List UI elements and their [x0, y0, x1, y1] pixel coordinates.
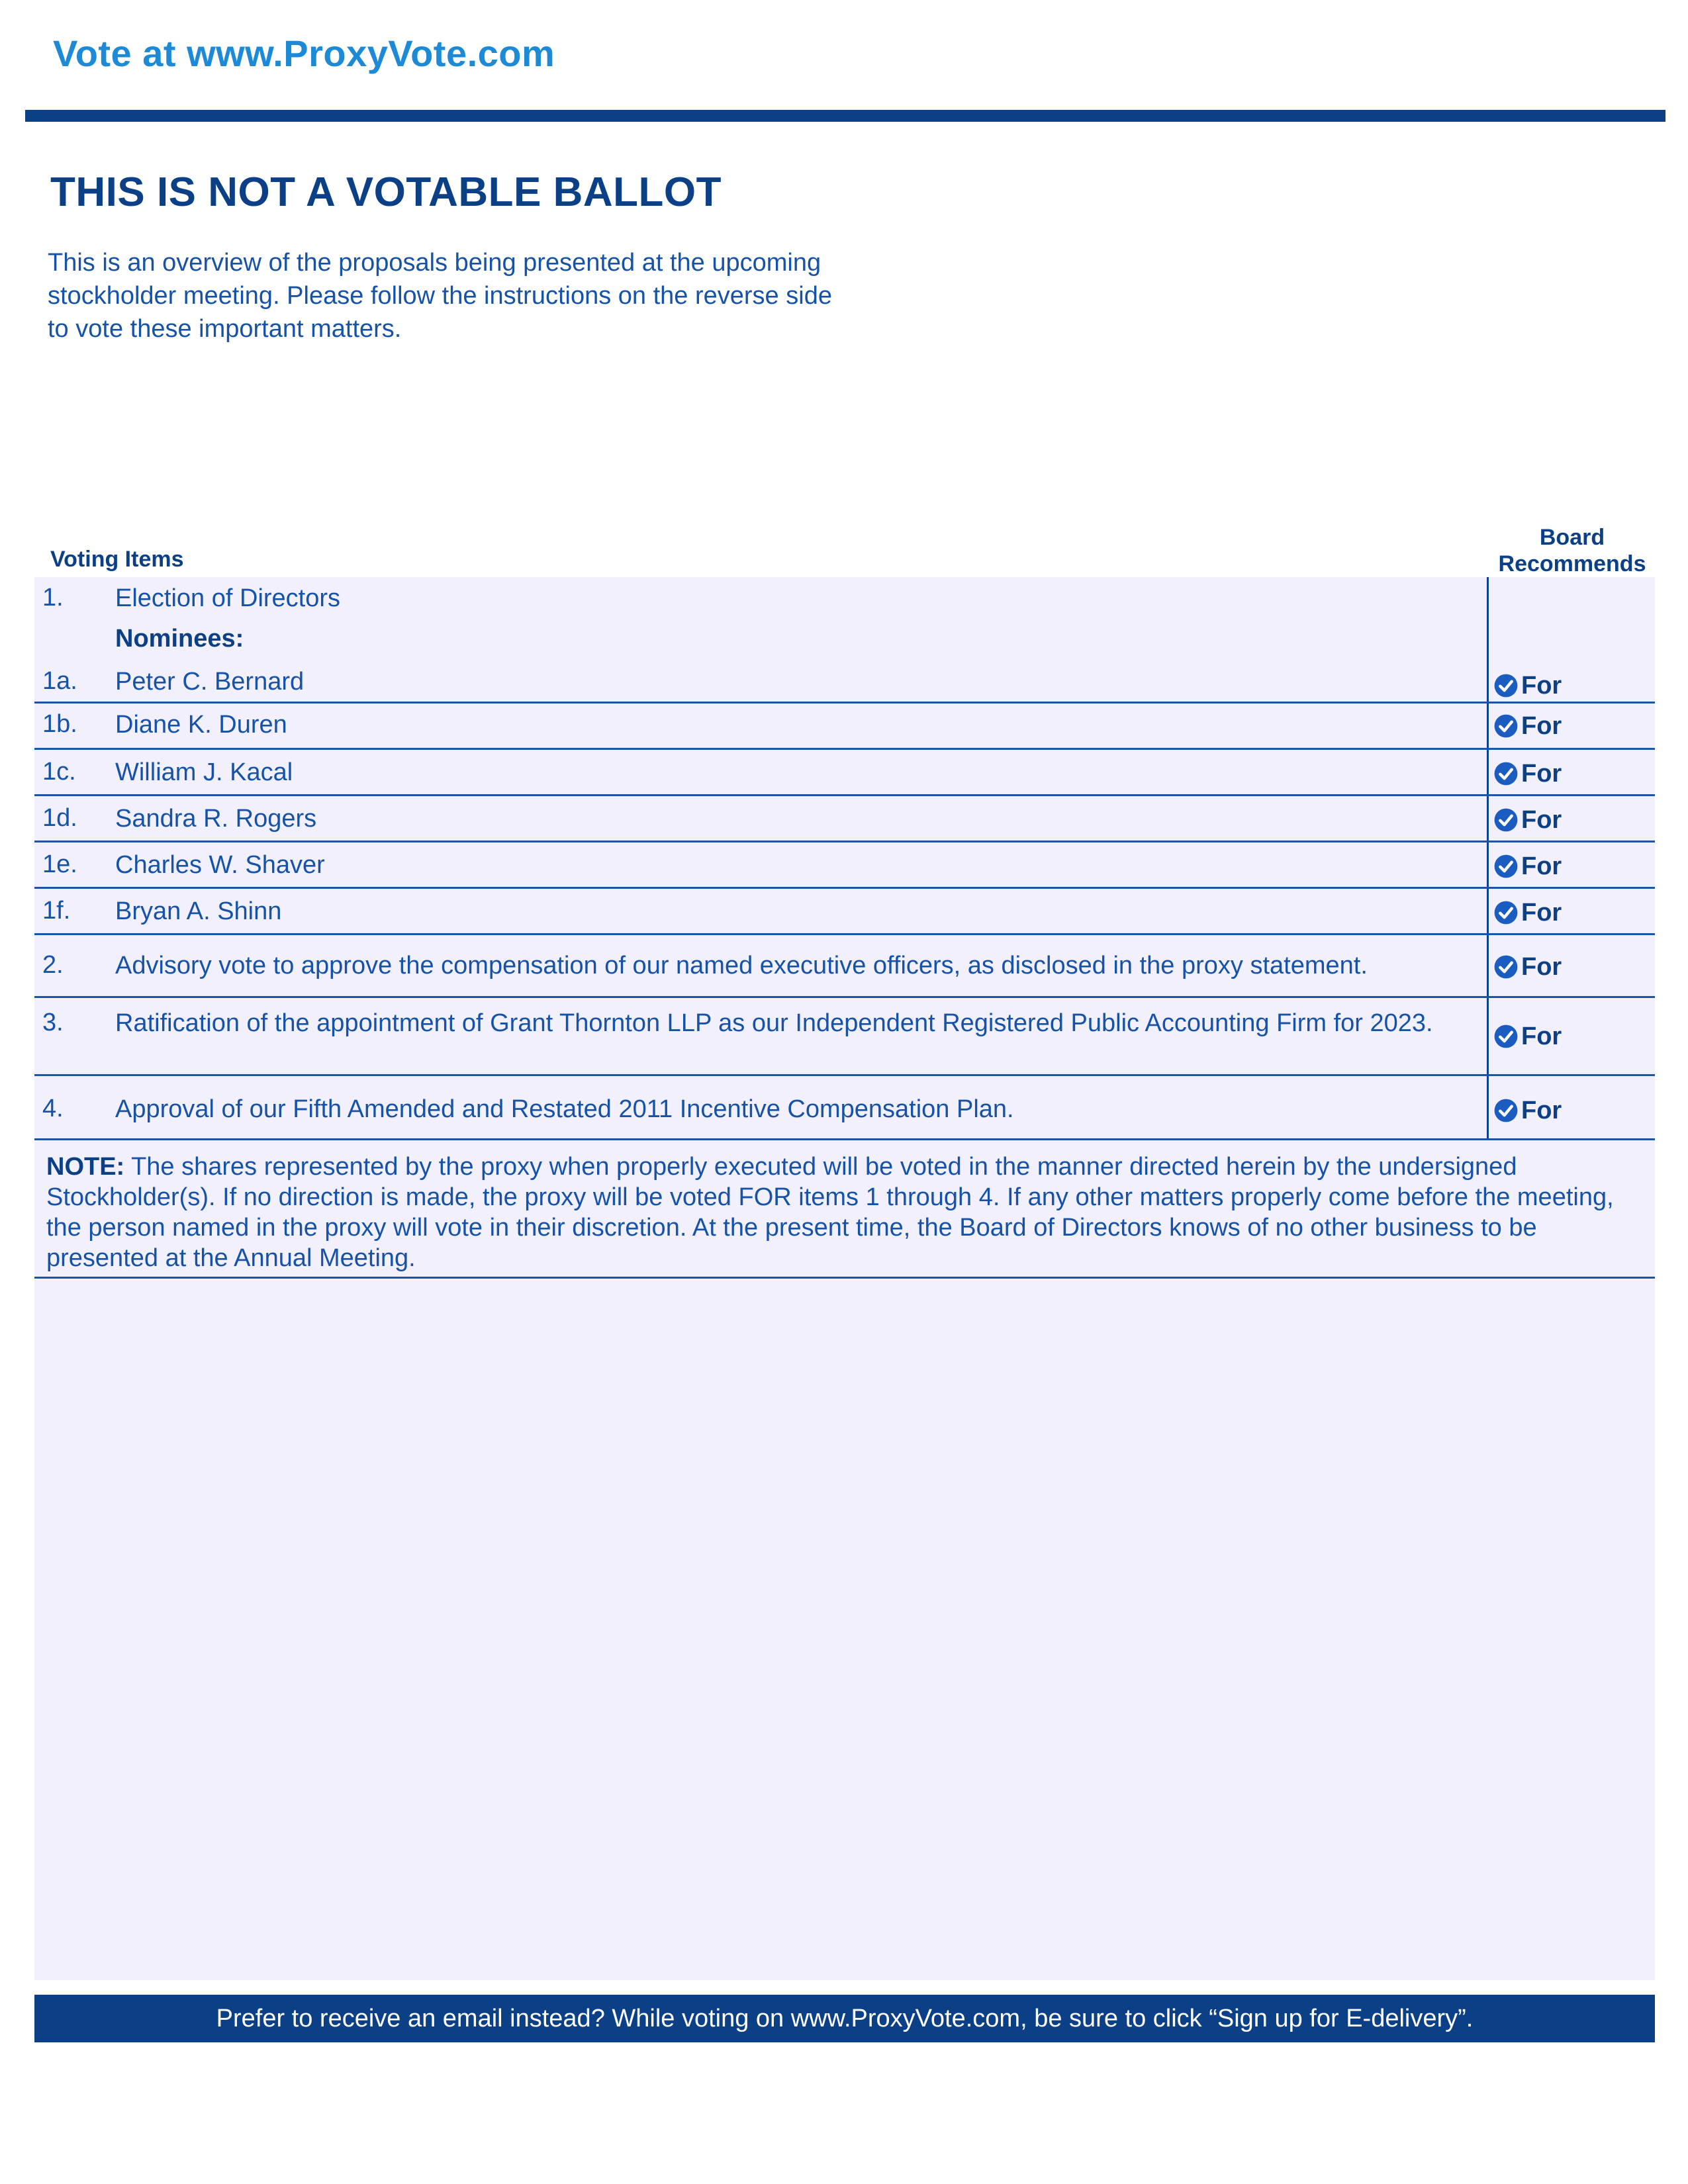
check-circle-icon: [1493, 807, 1519, 833]
recommendation-label: For: [1521, 711, 1562, 740]
board-recommendation: [1493, 1023, 1562, 1050]
recommendation-label: For: [1521, 671, 1562, 700]
board-recommends-header: [1483, 524, 1662, 577]
check-circle-icon: [1493, 713, 1519, 739]
voting-item-text: Charles W. Shaver: [115, 851, 325, 879]
voting-item-number: 3.: [42, 1009, 64, 1036]
voting-item-2: [34, 935, 1655, 998]
voting-item-1f: [34, 889, 1655, 935]
voting-items-header: Voting Items: [50, 547, 184, 572]
voting-item-text: Election of Directors: [115, 584, 341, 612]
board-recommendation: [1493, 760, 1562, 787]
nominees-label: Nominees:: [115, 625, 244, 653]
board-recommendation: [1493, 672, 1562, 699]
voting-item-number: 1b.: [42, 710, 77, 738]
recommendation-label: For: [1521, 852, 1562, 880]
recommendation-label: For: [1521, 898, 1562, 927]
board-recommends-header-line1: Board: [1539, 525, 1605, 550]
voting-item-3: [34, 998, 1655, 1076]
recommendation-label: For: [1521, 759, 1562, 788]
recommendation-label: For: [1521, 1096, 1562, 1124]
recommendation-label: For: [1521, 1022, 1562, 1050]
voting-item-number: 2.: [42, 951, 64, 979]
voting-item-number: 1d.: [42, 804, 77, 832]
board-recommendation: [1493, 899, 1562, 926]
check-circle-icon: [1493, 954, 1519, 979]
note-text: The shares represented by the proxy when properly executed will be voted in the manner directed herein by the undersigned Stockholder(s). If no direction is made, the proxy will be voted FOR items 1 through 4. If any other matters properly come before the meeting, the person named in the proxy will vote in their discretion. At the present time, the Board of Directors knows of no other business to be presented at the Annual Meeting.: [46, 1153, 1614, 1272]
check-circle-icon: [1493, 900, 1519, 925]
voting-item-text: Approval of our Fifth Amended and Restated 2011 Incentive Compensation Plan.: [115, 1095, 1014, 1123]
recommendation-label: For: [1521, 805, 1562, 834]
header-rule: [25, 110, 1665, 122]
voting-item-text: Peter C. Bernard: [115, 668, 305, 696]
voting-item-1d: [34, 796, 1655, 842]
board-recommendation: [1493, 807, 1562, 833]
ballot-title: THIS IS NOT A VOTABLE BALLOT: [50, 169, 722, 215]
voting-item-number: 1c.: [42, 758, 76, 786]
check-circle-icon: [1493, 1098, 1519, 1123]
proxy-note: [46, 1152, 1642, 1273]
note-label: NOTE:: [46, 1153, 125, 1181]
board-recommendation: [1493, 1097, 1562, 1124]
e-delivery-banner: Prefer to receive an email instead? While voting on www.ProxyVote.com, be sure to click “Sign up for E-delivery”.: [34, 1995, 1655, 2042]
voting-item-number: 4.: [42, 1095, 64, 1122]
voting-item-number: 1f.: [42, 897, 71, 925]
voting-item-text: Bryan A. Shinn: [115, 897, 282, 925]
voting-item-text: Advisory vote to approve the compensation of our named executive officers, as disclosed in the proxy statement.: [115, 952, 1368, 979]
voting-item-number: 1a.: [42, 667, 77, 695]
voting-item-1e: [34, 842, 1655, 889]
voting-item-number: 1.: [42, 584, 64, 612]
note-rule: [34, 1277, 1655, 1279]
voting-item-text: Sandra R. Rogers: [115, 805, 317, 833]
voting-item-1b: [34, 704, 1655, 750]
voting-item-4: [34, 1076, 1655, 1140]
recommendation-label: For: [1521, 952, 1562, 981]
board-recommends-header-line2: Recommends: [1498, 551, 1646, 576]
voting-item-text: William J. Kacal: [115, 758, 293, 786]
ballot-intro: This is an overview of the proposals being presented at the upcoming stockholder meeting. Please follow the instructions on the reverse side to vote these important matters.: [48, 249, 832, 343]
voting-item-text: Diane K. Duren: [115, 711, 287, 739]
board-recommendation: [1493, 853, 1562, 880]
voting-item-1a: [34, 577, 1655, 704]
board-recommendation: [1493, 954, 1562, 980]
voting-item-1c: [34, 750, 1655, 796]
proxyvote-link[interactable]: Vote at www.ProxyVote.com: [53, 32, 555, 74]
check-circle-icon: [1493, 854, 1519, 879]
check-circle-icon: [1493, 673, 1519, 698]
check-circle-icon: [1493, 761, 1519, 786]
check-circle-icon: [1493, 1024, 1519, 1049]
board-recommendation: [1493, 713, 1562, 739]
voting-item-number: 1e.: [42, 850, 77, 878]
voting-item-text: Ratification of the appointment of Grant Thornton LLP as our Independent Registered Public Accounting Firm for 2023.: [115, 1009, 1433, 1037]
